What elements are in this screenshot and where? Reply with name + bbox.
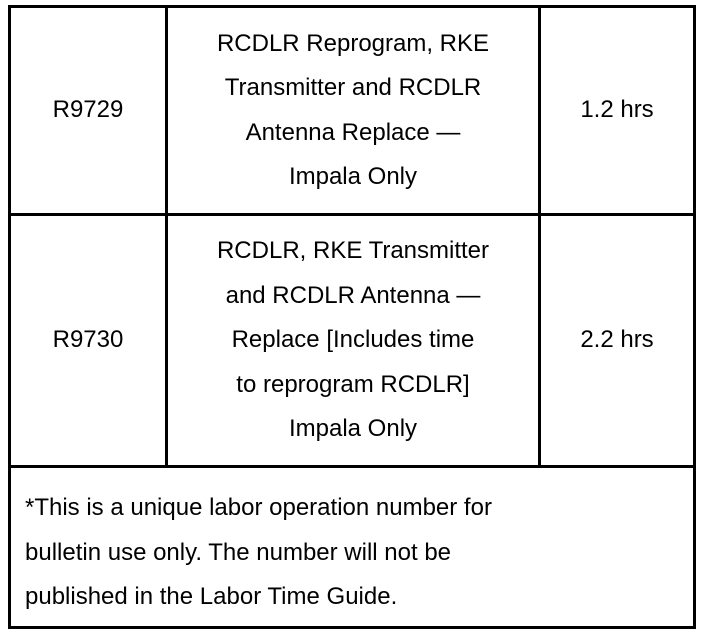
- labor-time: 2.2 hrs: [580, 326, 654, 354]
- labor-time-cell: [541, 216, 693, 465]
- description-line: Impala Only: [288, 163, 418, 190]
- labor-time: 1.2 hrs: [580, 96, 654, 124]
- description-cell: [168, 8, 541, 213]
- description-line: and RCDLR Antenna —: [225, 281, 481, 309]
- description-line: to reprogram RCDLR]: [236, 370, 470, 398]
- table-row: [11, 216, 693, 468]
- footnote-line: bulletin use only. The number will not be: [25, 538, 452, 566]
- description-line: Replace [Includes time: [231, 326, 475, 354]
- labor-code: R9730: [52, 326, 124, 354]
- labor-time-cell: [541, 8, 693, 213]
- table-row: [11, 8, 693, 216]
- labor-operation-table: [8, 5, 696, 629]
- description-cell: [168, 216, 541, 465]
- description-line: RCDLR Reprogram, RKE: [216, 29, 490, 57]
- description-line: Transmitter and RCDLR: [224, 74, 482, 101]
- labor-code: R9729: [52, 96, 124, 124]
- description-line: Impala Only: [288, 415, 418, 443]
- description-line: RCDLR, RKE Transmitter: [216, 237, 490, 265]
- footnote-line: published in the Labor Time Guide.: [25, 583, 398, 610]
- labor-code-cell: [11, 8, 168, 213]
- footnote-line: *This is a unique labor operation number for: [25, 494, 492, 521]
- footnote: [11, 468, 693, 620]
- labor-code-cell: [11, 216, 168, 465]
- description-line: Antenna Replace —: [245, 118, 461, 146]
